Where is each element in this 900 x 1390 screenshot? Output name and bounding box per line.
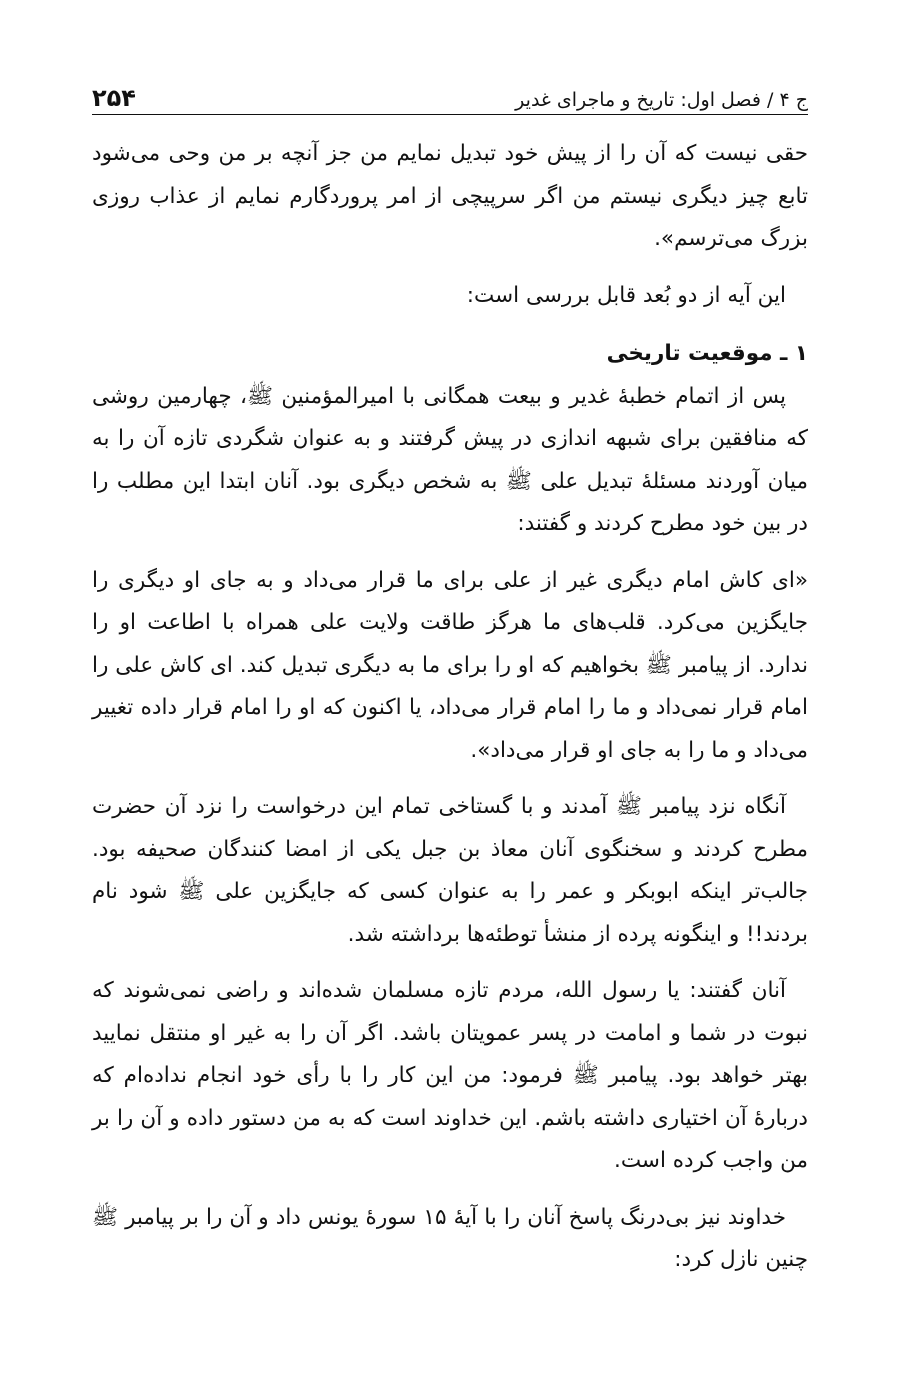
page-number: ۲۵۴: [92, 84, 136, 112]
running-header: [92, 62, 808, 115]
body-text: [92, 115, 808, 1282]
book-page: [92, 62, 808, 1282]
chapter-title: ج ۴ / فصل اول: تاریخ و ماجرای غدیر: [515, 89, 808, 111]
paragraph-3: پس از اتمام خطبهٔ غدیر و بیعت همگانی با امیرالمؤمنین ﷺ، چهارمین روشی که منافقین برای شبهه اندازی در پیش گرفتند و به عنوان شگردی تازه آن را به میان آوردند مسئلهٔ تبدیل علی ﷺ به شخص دیگری بود. آنان ابتدا این مطلب را در بین خود مطرح کردند و گفتند:: [92, 383, 808, 536]
paragraph-1: حقی نیست که آن را از پیش خود تبدیل نمایم من جز آنچه بر من وحی می‌شود تابع چیز دیگری نیستم من اگر سرپیچی از امر پروردگارم نمایم از عذاب روزی بزرگ می‌ترسم».: [92, 141, 808, 251]
paragraph-2: این آیه از دو بُعد قابل بررسی است:: [466, 282, 786, 308]
quote-paragraph: «ای کاش امام دیگری غیر از علی برای ما قرار می‌داد و به جای او دیگری را جایگزین می‌کرد. قلب‌های ما هرگز طاقت ولایت علی همراه با اطاعت او را ندارد. از پیامبر ﷺ بخواهیم که او را برای ما به دیگری تبدیل کند. ای کاش علی را امام قرار نمی‌داد و ما را امام قرار می‌داد، یا اکنون که او را امام قرار داده تغییر می‌داد و ما را به جای او قرار می‌داد».: [92, 567, 808, 763]
paragraph-6: آنان گفتند: یا رسول الله، مردم تازه مسلمان شده‌اند و راضی نمی‌شوند که نبوت در شما و امامت در پسر عمویتان باشد. اگر آن را به غیر او منتقل نمایید بهتر خواهد بود. پیامبر ﷺ فرمود: من این کار را با رأی خود انجام نداده‌ام که دربارهٔ آن اختیاری داشته باشم. این خداوند است که به من دستور داده و آن را بر من واجب کرده است.: [92, 978, 808, 1173]
paragraph-5: آنگاه نزد پیامبر ﷺ آمدند و با گستاخی تمام این درخواست را نزد آن حضرت مطرح کردند و سخنگوی آنان معاذ بن جبل یکی از امضا کنندگان صحیفه بود. جالب‌تر اینکه ابوبکر و عمر را به عنوان کسی که جایگزین علی ﷺ شود نام بردند!! و اینگونه پرده از منشأ توطئه‌ها برداشته شد.: [92, 794, 808, 947]
section-heading: ۱ ـ موقعیت تاریخی: [606, 341, 808, 366]
paragraph-7: خداوند نیز بی‌درنگ پاسخ آنان را با آیهٔ ۱۵ سورهٔ یونس داد و آن را بر پیامبر ﷺ چنین نازل کرد:: [92, 1204, 808, 1272]
